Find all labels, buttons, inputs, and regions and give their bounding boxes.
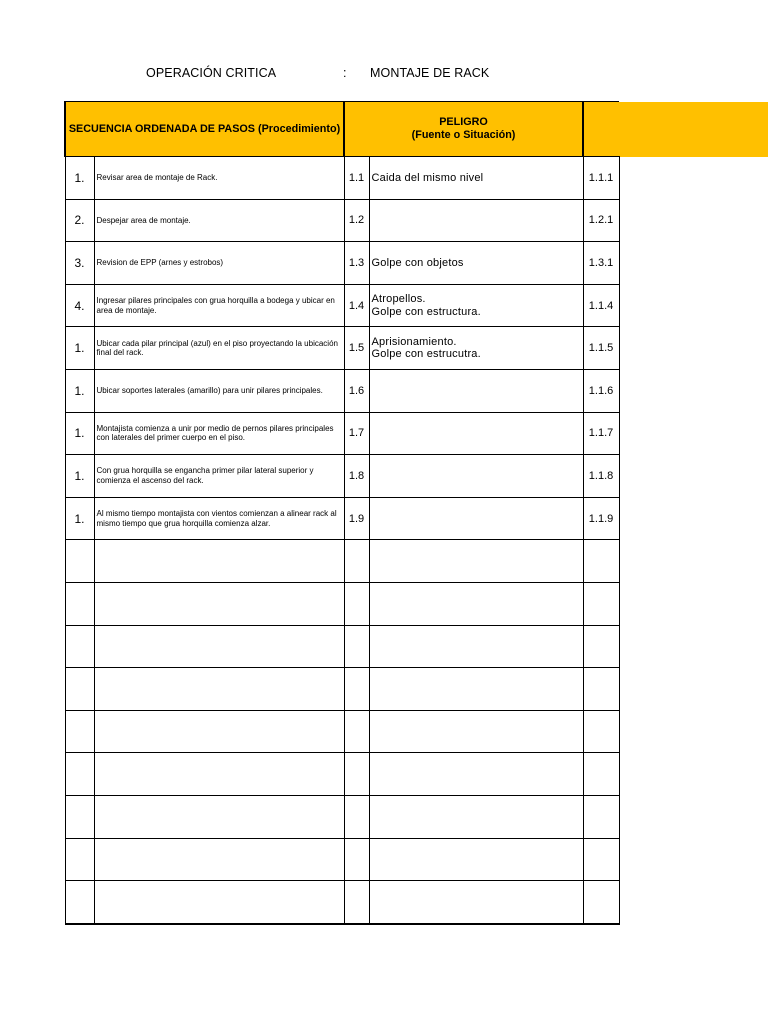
table-row	[65, 881, 619, 924]
table-row	[65, 795, 619, 838]
title-separator: :	[343, 66, 347, 80]
hazard-description	[369, 369, 583, 412]
control-code: 1.2.1	[583, 199, 619, 242]
table-row	[65, 710, 619, 753]
step-number: 1.	[65, 327, 94, 370]
header-fill-extension	[617, 102, 768, 157]
control-code: 1.3.1	[583, 242, 619, 285]
hazard-id	[344, 668, 369, 711]
step-number: 1.	[65, 157, 94, 200]
hazard-id	[344, 838, 369, 881]
step-number	[65, 710, 94, 753]
step-number: 2.	[65, 199, 94, 242]
step-description	[94, 540, 344, 583]
table-row	[65, 838, 619, 881]
hazard-id	[344, 753, 369, 796]
hazard-description	[369, 327, 583, 370]
step-text: Ubicar cada pilar principal (azul) en el piso proyectando la ubicación final del rack.	[96, 338, 338, 358]
hazard-description	[369, 753, 583, 796]
hazard-description	[369, 157, 583, 200]
step-number	[65, 582, 94, 625]
table-row	[65, 369, 619, 412]
step-number: 1.	[65, 369, 94, 412]
step-number	[65, 540, 94, 583]
hazard-line-2: Golpe con estructura.	[371, 305, 481, 318]
sequence-header: SECUENCIA ORDENADA DE PASOS (Procedimiento)	[65, 102, 344, 157]
hazard-header-subtitle: (Fuente o Situación)	[411, 129, 516, 141]
hazard-id: 1.3	[344, 242, 369, 285]
control-code: 1.1.4	[583, 284, 619, 327]
control-code	[583, 881, 619, 924]
table-row	[65, 157, 619, 200]
hazard-description	[369, 582, 583, 625]
hazard-description	[369, 625, 583, 668]
control-code	[583, 540, 619, 583]
hazard-line: Golpe con objetos	[371, 256, 464, 269]
hazard-header	[344, 102, 583, 157]
hazard-description	[369, 795, 583, 838]
step-text: Despejar area de montaje.	[96, 215, 191, 225]
step-description	[94, 753, 344, 796]
hazard-id	[344, 625, 369, 668]
step-description	[94, 582, 344, 625]
table-row	[65, 540, 619, 583]
table-row	[65, 242, 619, 285]
control-code	[583, 753, 619, 796]
step-number: 1.	[65, 412, 94, 455]
step-description	[94, 369, 344, 412]
step-number	[65, 753, 94, 796]
hazard-line: Atropellos.	[371, 293, 426, 306]
table-row	[65, 412, 619, 455]
hazard-id: 1.8	[344, 455, 369, 498]
control-code: 1.1.5	[583, 327, 619, 370]
hazard-header-title: PELIGRO	[439, 116, 488, 128]
step-number: 1.	[65, 455, 94, 498]
hazard-id: 1.4	[344, 284, 369, 327]
hazard-description	[369, 242, 583, 285]
hazard-id: 1.2	[344, 199, 369, 242]
hazard-description	[369, 540, 583, 583]
hazard-description	[369, 284, 583, 327]
hazard-description	[369, 668, 583, 711]
step-description	[94, 881, 344, 924]
step-text: Revisar area de montaje de Rack.	[96, 173, 218, 183]
hazard-id	[344, 881, 369, 924]
hazard-id: 1.5	[344, 327, 369, 370]
step-text: Montajista comienza a unir por medio de pernos pilares principales con laterales del primer cuerpo en el piso.	[96, 423, 334, 443]
control-code: 1.1.7	[583, 412, 619, 455]
hazard-description	[369, 497, 583, 540]
risk-table	[64, 101, 620, 925]
hazard-line: Aprisionamiento.	[371, 335, 457, 348]
step-description	[94, 625, 344, 668]
code-header	[583, 102, 619, 157]
step-number	[65, 668, 94, 711]
control-code: 1.1.9	[583, 497, 619, 540]
step-number	[65, 838, 94, 881]
step-description	[94, 497, 344, 540]
table-row	[65, 199, 619, 242]
table-row	[65, 582, 619, 625]
step-number: 4.	[65, 284, 94, 327]
step-text: Ubicar soportes laterales (amarillo) para unir pilares principales.	[96, 386, 323, 396]
step-description	[94, 327, 344, 370]
step-text: Revision de EPP (arnes y estrobos)	[96, 258, 224, 268]
control-code	[583, 710, 619, 753]
operation-name: MONTAJE DE RACK	[370, 66, 490, 80]
step-description	[94, 710, 344, 753]
table-row	[65, 625, 619, 668]
table-header-row	[65, 102, 619, 157]
table-row	[65, 497, 619, 540]
step-description	[94, 838, 344, 881]
step-description	[94, 199, 344, 242]
step-description	[94, 242, 344, 285]
step-text: Con grua horquilla se engancha primer pilar lateral superior y comienza el ascenso del rack.	[96, 466, 314, 485]
step-number	[65, 881, 94, 924]
hazard-description	[369, 710, 583, 753]
table-row	[65, 284, 619, 327]
step-description	[94, 284, 344, 327]
table-row	[65, 668, 619, 711]
hazard-id: 1.9	[344, 497, 369, 540]
step-number: 3.	[65, 242, 94, 285]
hazard-id	[344, 795, 369, 838]
hazard-description	[369, 412, 583, 455]
step-description	[94, 795, 344, 838]
table-row	[65, 753, 619, 796]
step-description	[94, 412, 344, 455]
control-code	[583, 795, 619, 838]
hazard-id: 1.6	[344, 369, 369, 412]
control-code	[583, 838, 619, 881]
step-number	[65, 625, 94, 668]
hazard-description	[369, 199, 583, 242]
control-code	[583, 625, 619, 668]
step-text: Al mismo tiempo montajista con vientos comienzan a alinear rack al mismo tiempo que grua horquilla comienza alzar.	[96, 509, 337, 528]
hazard-description	[369, 838, 583, 881]
step-description	[94, 668, 344, 711]
hazard-line-2: Golpe con estrucutra.	[371, 348, 481, 361]
table-row	[65, 455, 619, 498]
control-code: 1.1.6	[583, 369, 619, 412]
control-code: 1.1.1	[583, 157, 619, 200]
control-code	[583, 668, 619, 711]
hazard-description	[369, 881, 583, 924]
control-code: 1.1.8	[583, 455, 619, 498]
hazard-id	[344, 540, 369, 583]
hazard-id: 1.1	[344, 157, 369, 200]
control-code	[583, 582, 619, 625]
step-text: Ingresar pilares principales con grua horquilla a bodega y ubicar en area de montaje.	[96, 296, 335, 315]
step-number: 1.	[65, 497, 94, 540]
hazard-id	[344, 710, 369, 753]
step-description	[94, 157, 344, 200]
step-number	[65, 795, 94, 838]
table-row	[65, 327, 619, 370]
hazard-line: Caida del mismo nivel	[371, 171, 484, 184]
hazard-description	[369, 455, 583, 498]
step-description	[94, 455, 344, 498]
operation-label: OPERACIÓN CRITICA	[146, 66, 277, 80]
hazard-id	[344, 582, 369, 625]
hazard-id: 1.7	[344, 412, 369, 455]
